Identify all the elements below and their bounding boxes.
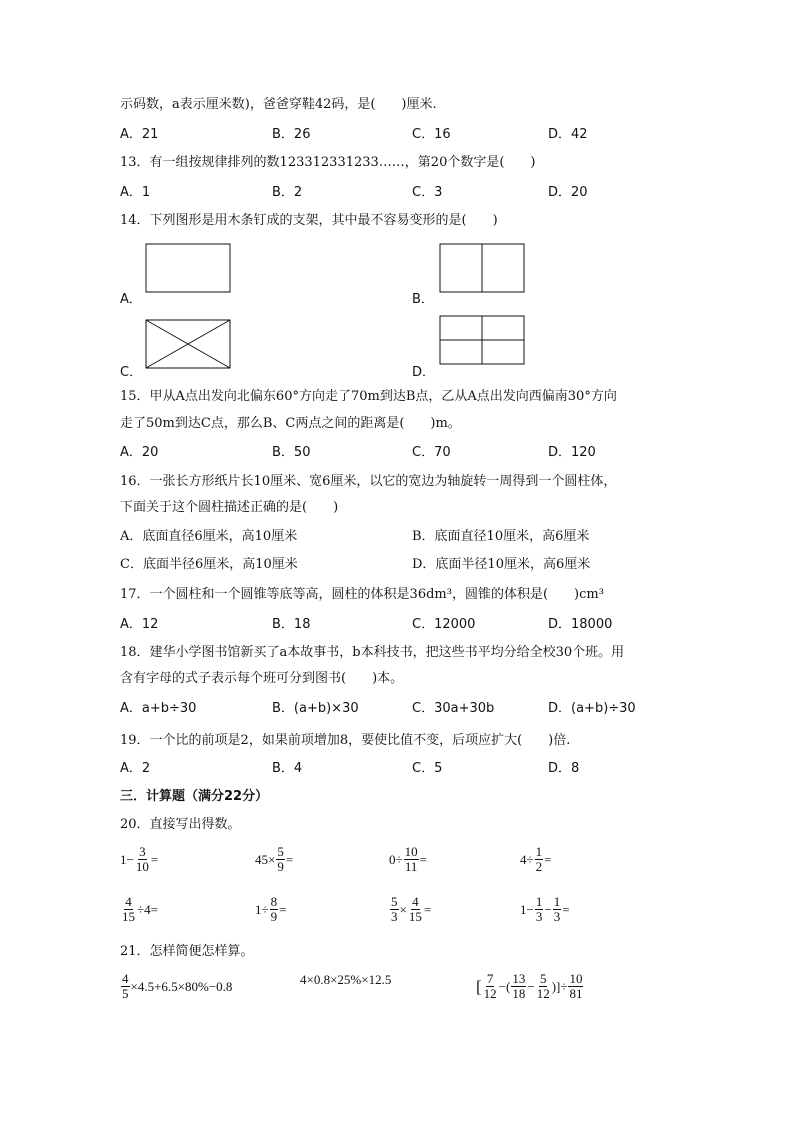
q20-expr-1	[120, 845, 158, 874]
q16-stem-line2: 下面关于这个圆柱描述正确的是( )	[120, 500, 339, 515]
expr-text: =	[279, 901, 287, 917]
fraction	[511, 972, 526, 1001]
denominator: 18	[512, 986, 526, 1001]
q16-option-a[interactable]: A．底面直径6厘米，高10厘米	[120, 529, 298, 544]
q18-option-d[interactable]: D．(a+b)÷30	[548, 701, 636, 716]
figure-rectangle-cross	[439, 315, 526, 366]
q15-option-b[interactable]: B．50	[272, 445, 311, 460]
q20-stem: 20．直接写出得数。	[120, 817, 241, 832]
q15-stem-line2: 走了50m到达C点，那么B、C两点之间的距离是( )m。	[120, 416, 461, 431]
q13-stem: 13．有一组按规律排列的数123312331233……，第20个数字是( )	[120, 155, 536, 170]
q16-stem-line1: 16．一张长方形纸片长10厘米、宽6厘米，以它的宽边为轴旋转一周得到一个圆柱体，	[120, 474, 617, 489]
figure-rectangle-vertical-bar	[439, 243, 526, 294]
q18-stem-line2: 含有字母的式子表示每个班可分到图书( )本。	[120, 671, 404, 686]
q14-stem: 14．下列图形是用木条钉成的支架，其中最不容易变形的是( )	[120, 213, 498, 228]
q13-option-c[interactable]: C．3	[412, 185, 443, 200]
denominator: 12	[536, 986, 550, 1001]
q12-option-c[interactable]: C．16	[412, 127, 451, 142]
q19-option-a[interactable]: A．2	[120, 761, 151, 776]
fraction	[270, 895, 279, 924]
expr-text: =	[150, 851, 159, 867]
expr-text: 1−	[120, 851, 134, 867]
numerator: 4	[125, 894, 132, 909]
expr-text: [	[476, 976, 482, 996]
q20-expr-8	[520, 895, 570, 924]
q18-option-c[interactable]: C．30a+30b	[412, 701, 495, 716]
q16-option-b[interactable]: B．底面直径10厘米，高6厘米	[412, 529, 590, 544]
q17-option-a[interactable]: A．12	[120, 617, 159, 632]
expr-text: )]÷	[551, 978, 568, 994]
numerator: 3	[139, 844, 146, 859]
q17-stem: 17．一个圆柱和一个圆锥等底等高，圆柱的体积是36dm³，圆锥的体积是( )cm³	[120, 587, 604, 602]
expr-text: =	[419, 851, 427, 867]
q15-stem-line1: 15．甲从A点出发向北偏东60°方向走了70m到达B点，乙从A点出发向西偏南30°方向	[120, 389, 617, 404]
q19-option-d[interactable]: D．8	[548, 761, 580, 776]
q12-option-a[interactable]: A．21	[120, 127, 159, 142]
fraction	[535, 845, 544, 874]
q17-option-b[interactable]: B．18	[272, 617, 311, 632]
denominator: 10	[135, 859, 149, 874]
numerator: 1	[535, 894, 543, 909]
fraction	[408, 895, 423, 924]
expr-text: 1÷	[255, 901, 269, 917]
expr-text: ÷4=	[137, 901, 158, 917]
numerator: 1	[553, 894, 561, 909]
denominator: 15	[122, 909, 135, 924]
q19-option-b[interactable]: B．4	[272, 761, 303, 776]
denominator: 9	[277, 859, 284, 874]
denominator: 2	[535, 859, 543, 874]
expr-text: −	[527, 978, 535, 994]
q13-option-a[interactable]: A．1	[120, 185, 151, 200]
fraction	[553, 895, 562, 924]
fraction	[535, 895, 544, 924]
q14-option-c-label[interactable]: C．	[120, 365, 143, 380]
q13-option-b[interactable]: B．2	[272, 185, 303, 200]
denominator: 12	[483, 986, 497, 1001]
expr-text: =	[285, 851, 294, 867]
expr-text: −(	[498, 978, 511, 994]
denominator: 5	[122, 986, 129, 1001]
q20-expr-2	[255, 845, 293, 874]
numerator: 4	[122, 971, 129, 986]
denominator: 3	[391, 909, 398, 924]
q20-expr-4	[520, 845, 551, 874]
denominator: 3	[535, 909, 543, 924]
denominator: 9	[270, 909, 278, 924]
numerator: 4	[412, 894, 419, 909]
fraction	[404, 845, 419, 874]
numerator: 13	[512, 971, 526, 986]
fraction	[121, 972, 130, 1001]
numerator: 5	[391, 894, 398, 909]
denominator: 81	[569, 986, 583, 1001]
q14-option-b-label[interactable]: B．	[412, 292, 434, 307]
fraction	[135, 845, 150, 874]
expr-text: 4×0.8×25%×12.5	[300, 972, 392, 987]
section-3-heading: 三．计算题（满分22分）	[120, 789, 269, 804]
denominator: 3	[553, 909, 561, 924]
denominator: 11	[404, 859, 418, 874]
figure-rectangle-diagonals	[145, 319, 232, 370]
q14-option-a-label[interactable]: A．	[120, 292, 142, 307]
numerator: 7	[486, 971, 494, 986]
q16-option-c[interactable]: C．底面半径6厘米，高10厘米	[120, 557, 298, 572]
q15-option-d[interactable]: D．120	[548, 445, 596, 460]
fraction	[390, 895, 399, 924]
q20-expr-7	[389, 895, 431, 924]
q14-option-d-label[interactable]: D．	[412, 365, 436, 380]
fraction	[536, 972, 551, 1001]
expr-text: −	[544, 901, 552, 917]
expr-text: =	[544, 851, 552, 867]
q20-expr-3	[389, 845, 427, 874]
numerator: 10	[404, 844, 418, 859]
q18-option-a[interactable]: A．a+b÷30	[120, 701, 197, 716]
numerator: 5	[277, 844, 284, 859]
q12-option-d[interactable]: D．42	[548, 127, 588, 142]
numerator: 10	[569, 971, 583, 986]
fraction	[483, 972, 498, 1001]
q12-stem-line: 示码数，a表示厘米数)，爸爸穿鞋42码，是( )厘米.	[120, 97, 437, 112]
q20-expr-6	[255, 895, 286, 924]
q17-option-d[interactable]: D．18000	[548, 617, 613, 632]
q21-expr-3	[476, 972, 584, 1001]
q15-option-c[interactable]: C．70	[412, 445, 451, 460]
q19-option-c[interactable]: C．5	[412, 761, 443, 776]
q13-option-d[interactable]: D．20	[548, 185, 588, 200]
q15-option-a[interactable]: A．20	[120, 445, 159, 460]
numerator: 5	[539, 971, 547, 986]
numerator: 1	[535, 844, 543, 859]
fraction	[568, 972, 583, 1001]
expr-text: =	[562, 901, 570, 917]
q19-stem: 19．一个比的前项是2，如果前项增加8，要使比值不变，后项应扩大( )倍.	[120, 733, 571, 748]
q20-expr-5	[120, 895, 158, 924]
expr-text: 45×	[255, 851, 276, 867]
q12-option-b[interactable]: B．26	[272, 127, 311, 142]
q21-expr-2	[300, 972, 391, 988]
figure-rectangle	[145, 243, 232, 294]
q21-stem: 21．怎样简便怎样算。	[120, 944, 254, 959]
expr-text: 1−	[520, 901, 534, 917]
numerator: 8	[270, 894, 278, 909]
q21-expr-1	[120, 972, 232, 1001]
expr-text: 0÷	[389, 851, 403, 867]
expr-text: ×4.5+6.5×80%−0.8	[130, 978, 233, 994]
fraction	[121, 895, 136, 924]
q16-option-d[interactable]: D．底面半径10厘米，高6厘米	[412, 557, 591, 572]
q17-option-c[interactable]: C．12000	[412, 617, 476, 632]
expr-text: =	[423, 901, 432, 917]
q18-stem-line1: 18．建华小学图书馆新买了a本故事书，b本科技书，把这些书平均分给全校30个班。用	[120, 645, 625, 660]
expr-text: 4÷	[520, 851, 534, 867]
expr-text: ×	[399, 901, 407, 917]
q18-option-b[interactable]: B．(a+b)×30	[272, 701, 359, 716]
denominator: 15	[408, 909, 422, 924]
fraction	[276, 845, 285, 874]
